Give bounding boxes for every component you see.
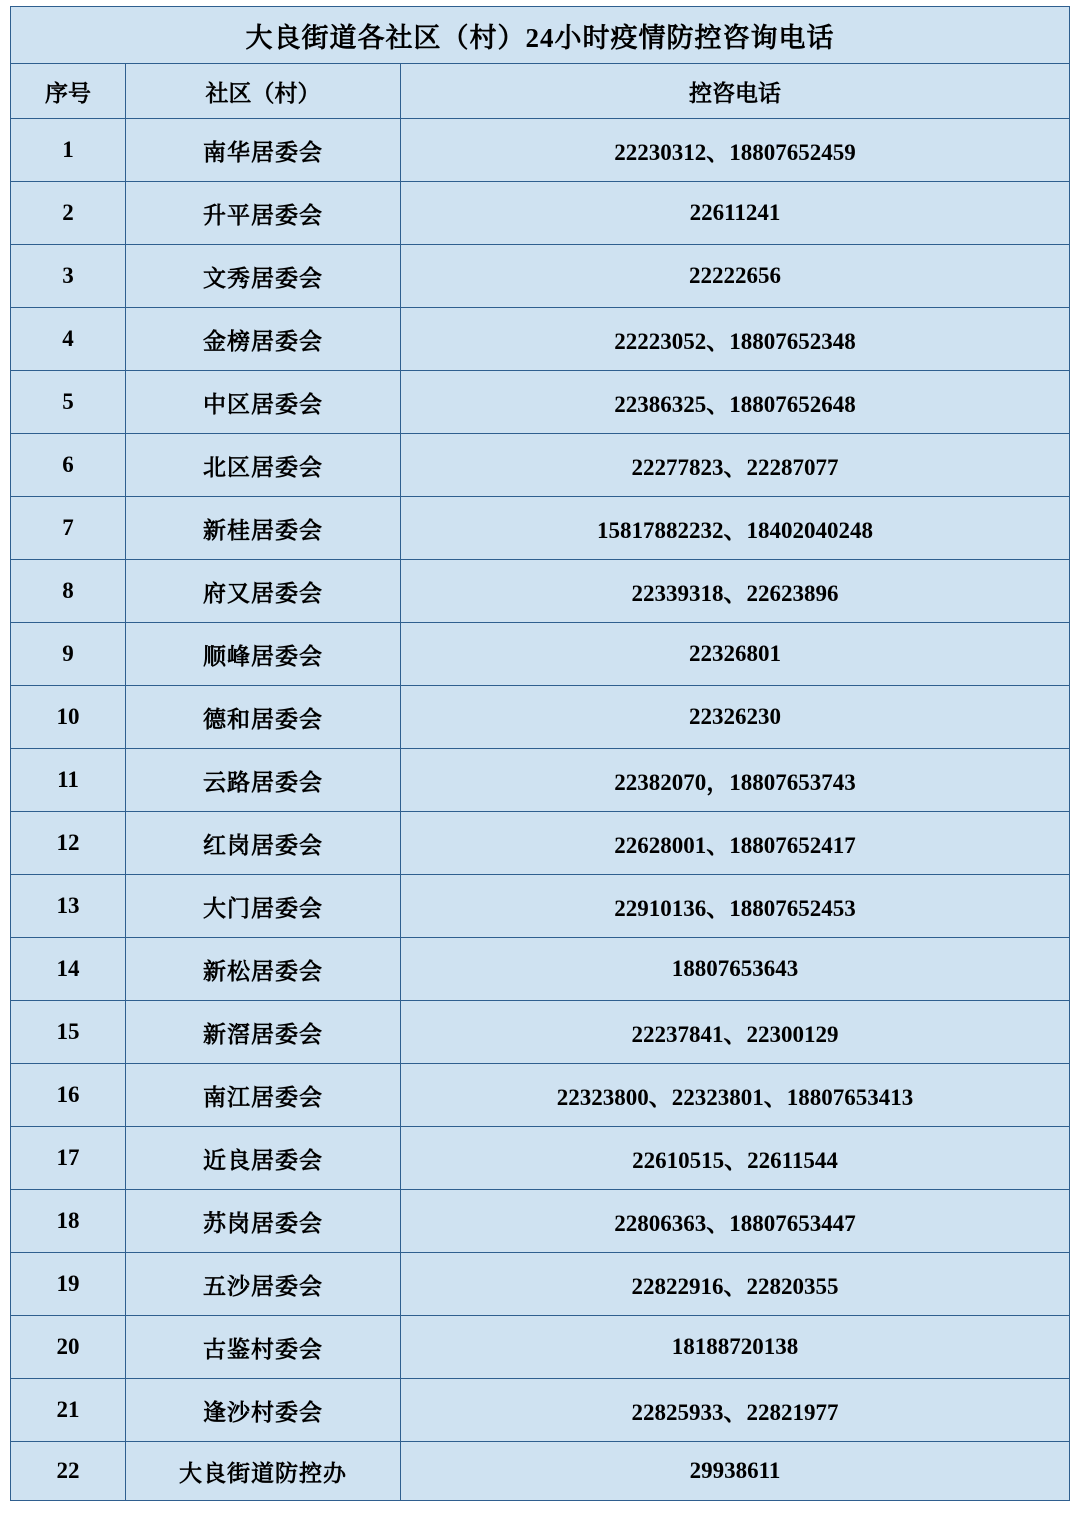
row-community: 顺峰居委会 (126, 623, 401, 686)
row-community: 大良街道防控办 (126, 1442, 401, 1501)
table-row (11, 812, 1070, 875)
table-row (11, 1064, 1070, 1127)
row-number: 12 (11, 812, 126, 875)
table-row (11, 497, 1070, 560)
row-community: 文秀居委会 (126, 245, 401, 308)
row-number: 8 (11, 560, 126, 623)
table-row (11, 686, 1070, 749)
row-number: 22 (11, 1442, 126, 1501)
row-number: 16 (11, 1064, 126, 1127)
row-community: 红岗居委会 (126, 812, 401, 875)
table-row (11, 245, 1070, 308)
row-community: 金榜居委会 (126, 308, 401, 371)
row-number: 18 (11, 1190, 126, 1253)
row-community: 云路居委会 (126, 749, 401, 812)
row-number: 3 (11, 245, 126, 308)
row-community: 苏岗居委会 (126, 1190, 401, 1253)
row-phone: 22806363、18807653447 (401, 1190, 1070, 1253)
row-community: 近良居委会 (126, 1127, 401, 1190)
row-community: 府又居委会 (126, 560, 401, 623)
table-row (11, 1127, 1070, 1190)
row-number: 5 (11, 371, 126, 434)
table-row (11, 623, 1070, 686)
row-phone: 22277823、22287077 (401, 434, 1070, 497)
row-phone: 22230312、18807652459 (401, 119, 1070, 182)
row-number: 6 (11, 434, 126, 497)
row-number: 13 (11, 875, 126, 938)
row-number: 15 (11, 1001, 126, 1064)
row-number: 10 (11, 686, 126, 749)
row-number: 9 (11, 623, 126, 686)
header-row (11, 64, 1070, 119)
row-number: 20 (11, 1316, 126, 1379)
row-community: 升平居委会 (126, 182, 401, 245)
table-row (11, 1001, 1070, 1064)
table-row (11, 938, 1070, 1001)
table-row (11, 749, 1070, 812)
row-phone: 22910136、18807652453 (401, 875, 1070, 938)
row-community: 新滘居委会 (126, 1001, 401, 1064)
row-phone: 18188720138 (401, 1316, 1070, 1379)
page-title: 大良街道各社区（村）24小时疫情防控咨询电话 (11, 7, 1070, 64)
row-phone: 22326801 (401, 623, 1070, 686)
title-row (11, 7, 1070, 64)
row-phone: 22825933、22821977 (401, 1379, 1070, 1442)
column-header-community: 社区（村） (126, 64, 401, 119)
row-number: 2 (11, 182, 126, 245)
row-community: 南江居委会 (126, 1064, 401, 1127)
table-row (11, 434, 1070, 497)
row-number: 11 (11, 749, 126, 812)
row-number: 7 (11, 497, 126, 560)
row-community: 大门居委会 (126, 875, 401, 938)
row-phone: 18807653643 (401, 938, 1070, 1001)
column-header-no: 序号 (11, 64, 126, 119)
row-phone: 22326230 (401, 686, 1070, 749)
row-community: 古鉴村委会 (126, 1316, 401, 1379)
row-phone: 22611241 (401, 182, 1070, 245)
row-community: 南华居委会 (126, 119, 401, 182)
table-body (11, 7, 1070, 1501)
row-community: 中区居委会 (126, 371, 401, 434)
row-phone: 22386325、18807652648 (401, 371, 1070, 434)
row-number: 1 (11, 119, 126, 182)
column-header-phone: 控咨电话 (401, 64, 1070, 119)
table-row (11, 875, 1070, 938)
table-row (11, 119, 1070, 182)
row-phone: 15817882232、18402040248 (401, 497, 1070, 560)
table-row (11, 1442, 1070, 1501)
row-community: 新松居委会 (126, 938, 401, 1001)
row-community: 新桂居委会 (126, 497, 401, 560)
row-number: 14 (11, 938, 126, 1001)
row-phone: 22222656 (401, 245, 1070, 308)
row-phone: 22237841、22300129 (401, 1001, 1070, 1064)
row-number: 17 (11, 1127, 126, 1190)
table-row (11, 1379, 1070, 1442)
table-row (11, 371, 1070, 434)
row-phone: 22628001、18807652417 (401, 812, 1070, 875)
table-row (11, 1316, 1070, 1379)
table-row (11, 308, 1070, 371)
table-row (11, 1190, 1070, 1253)
table-row (11, 1253, 1070, 1316)
row-number: 21 (11, 1379, 126, 1442)
row-community: 德和居委会 (126, 686, 401, 749)
table-row (11, 182, 1070, 245)
row-phone: 22339318、22623896 (401, 560, 1070, 623)
row-phone: 22822916、22820355 (401, 1253, 1070, 1316)
row-number: 4 (11, 308, 126, 371)
row-phone: 22223052、18807652348 (401, 308, 1070, 371)
phone-directory-table (10, 6, 1070, 1501)
row-phone: 22610515、22611544 (401, 1127, 1070, 1190)
row-phone: 22382070，18807653743 (401, 749, 1070, 812)
row-phone: 22323800、22323801、18807653413 (401, 1064, 1070, 1127)
row-community: 北区居委会 (126, 434, 401, 497)
table-row (11, 560, 1070, 623)
row-community: 五沙居委会 (126, 1253, 401, 1316)
row-community: 逢沙村委会 (126, 1379, 401, 1442)
row-number: 19 (11, 1253, 126, 1316)
row-phone: 29938611 (401, 1442, 1070, 1501)
